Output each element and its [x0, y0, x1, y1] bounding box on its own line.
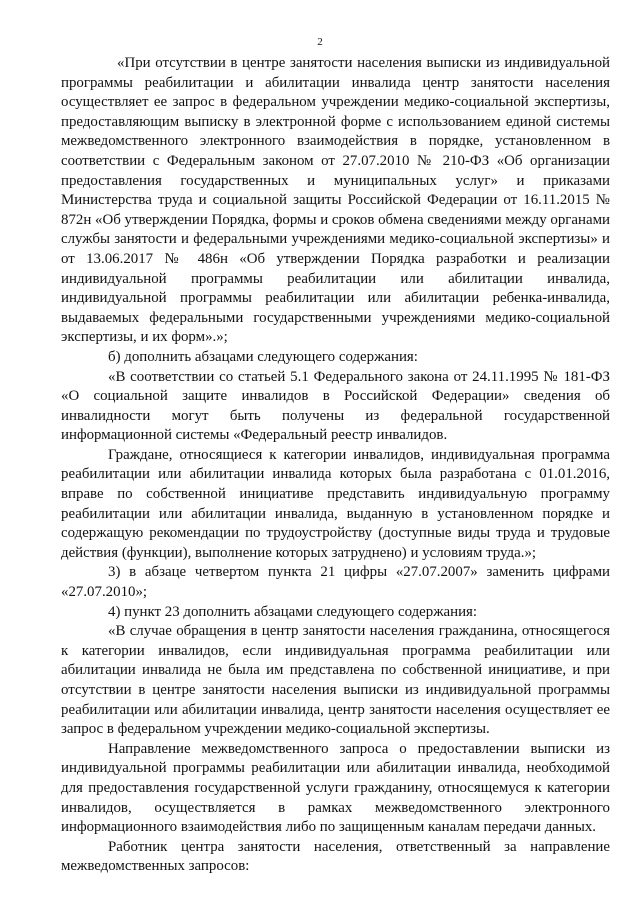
document-body [61, 54, 610, 877]
paragraph-interagency-request: Направление межведомственного запроса о предоставлении выписки из индивидуальной программы реабилитации или абилитации инвалида, необходимой для предоставления государственной услуги гражданину, относящемуся к категории инвалидов, осуществляется в рамках межведомственного электронного информационного взаимодействия либо по защищенным каналам передачи данных. [61, 740, 610, 836]
paragraph-quote-application: «В случае обращения в центр занятости населения гражданина, относящегося к категории инвалидов, если индивидуальная программа реабилитации или абилитации инвалида не была им представлена по собственной инициативе, и при отсутствии в центре занятости населения выписки из индивидуальной программы реабилитации или абилитации инвалида, центр занятости населения осуществляет ее запрос в федеральном учреждении медико-социальной экспертизы. [61, 623, 610, 738]
paragraph-item-3: 3) в абзаце четвертом пункта 21 цифры «27.07.2007» заменить цифрами «27.07.2010»; [61, 564, 610, 601]
paragraph-citizens-disabled: Граждане, относящиеся к категории инвалидов, индивидуальная программа реабилитации или абилитации инвалида которых была разработана с 01.01.2016, вправе по собственной инициативе представить индивидуальную программу реабилитации или абилитации инвалида, выданную в установленном порядке и содержащую рекомендации по трудоустройству (доступные виды труда и трудовые действия (функции), выполнение которых затруднено) и условиям труда.»; [61, 446, 610, 561]
paragraph-quote-federal-law: «В соответствии со статьей 5.1 Федерального закона от 24.11.1995 № 181-ФЗ «О социальной защите инвалидов в Российской Федерации» сведения об инвалидности могут быть получены из федеральной государственной информационной системы «Федеральный реестр инвалидов. [61, 368, 610, 444]
paragraph-item-4: 4) пункт 23 дополнить абзацами следующего содержания: [108, 603, 478, 620]
paragraph-quote-iprа-request: «При отсутствии в центре занятости населения выписки из индивидуальной программы реабилитации и абилитации инвалида центр занятости населения осуществляет ее запрос в федеральном учреждении медико-социальной экспертизы, предоставляющим выписку в электронной форме с использованием единой системы межведомственного электронного взаимодействия в порядке, установленном в соответствии с Федеральным законом от 27.07.2010 № 210-ФЗ «Об организации предоставления государственных и муниципальных услуг» и приказами Министерства труда и социальной защиты Российской Федерации от 16.11.2015 № 872н «Об утверждении Порядка, формы и сроков обмена сведениями между органами службы занятости и федеральными учреждениями медико-социальной экспертизы» и от 13.06.2017 № 486н «Об утверждении Порядка разработки и реализации индивидуальной программы реабилитации или абилитации инвалида, индивидуальной программы реабилитации или абилитации ребенка-инвалида, выдаваемых федеральными государственными учреждениями медико-социальной экспертизы, и их форм».»; [61, 55, 610, 346]
paragraph-item-b: б) дополнить абзацами следующего содержания: [108, 348, 418, 365]
page-number: 2 [317, 36, 323, 48]
paragraph-employee-responsible: Работник центра занятости населения, ответственный за направление межведомственных запросов: [61, 838, 610, 875]
